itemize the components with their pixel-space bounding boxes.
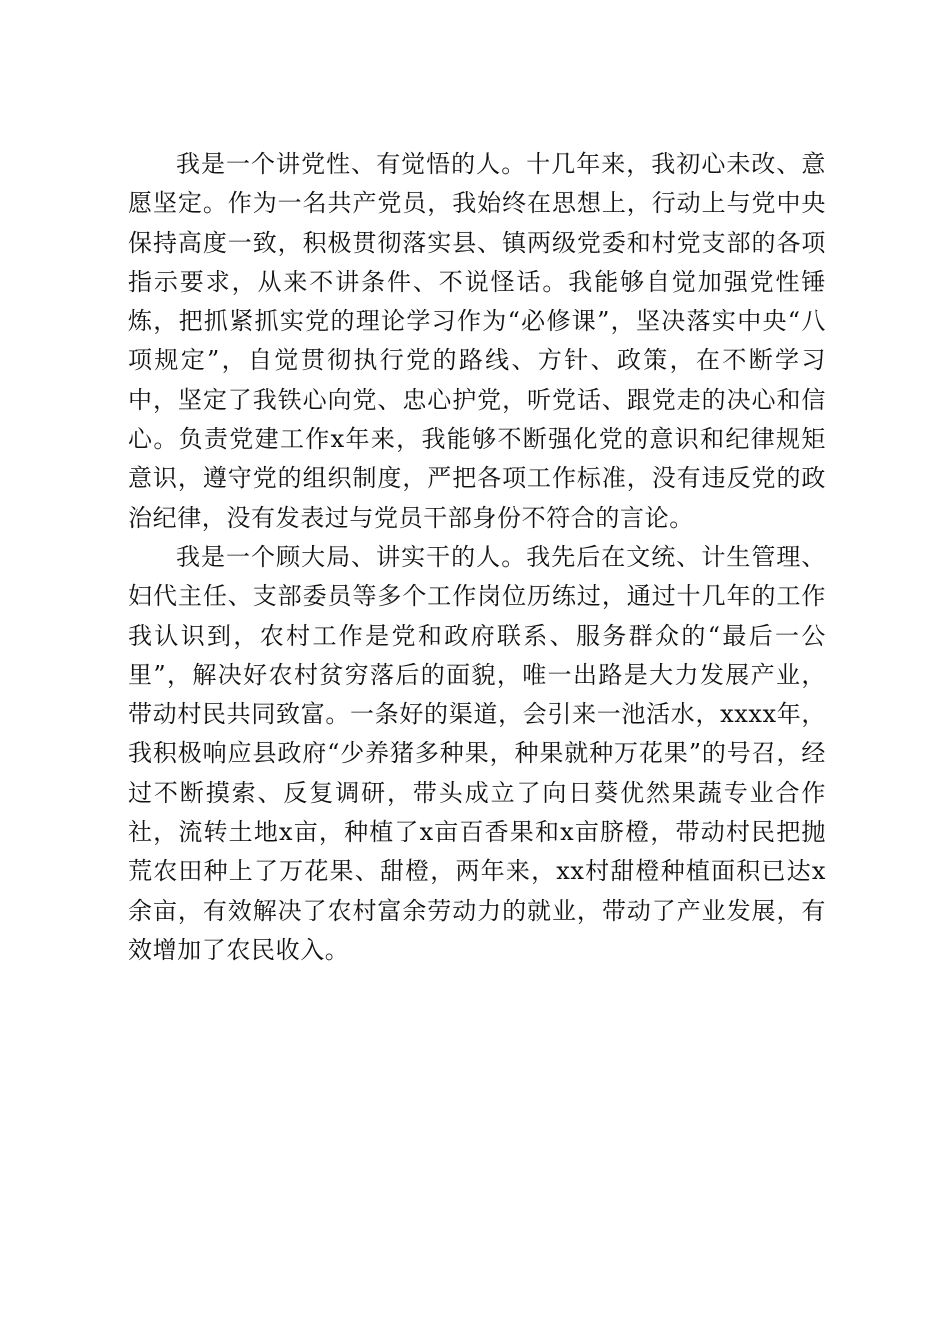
paragraph-practical-work: 我是一个顾大局、讲实干的人。我先后在文统、计生管理、妇代主任、支部委员等多个工作岗位历练过，通过十几年的工作我认识到，农村工作是党和政府联系、服务群众的“最后一公里”，解决好农村贫穷落后的面貌，唯一出路是大力发展产业，带动村民共同致富。一条好的渠道，会引来一池活水，xxxx年，我积极响应县政府“少养猪多种果，种果就种万花果”的号召，经过不断摸索、反复调研，带头成立了向日葵优然果蔬专业合作社，流转土地x亩，种植了x亩百香果和x亩脐橙，带动村民把抛荒农田种上了万花果、甜橙，两年来，xx村甜橙种植面积已达x余亩，有效解决了农村富余劳动力的就业，带动了产业发展，有效增加了农民收入。 <box>128 542 826 964</box>
paragraph-party-spirit: 我是一个讲党性、有觉悟的人。十几年来，我初心未改、意愿坚定。作为一名共产党员，我始终在思想上，行动上与党中央保持高度一致，积极贯彻落实县、镇两级党委和村党支部的各项指示要求，从来不讲条件、不说怪话。我能够自觉加强党性锤炼，把抓紧抓实党的理论学习作为“必修课”，坚决落实中央“八项规定”，自觉贯彻执行党的路线、方针、政策，在不断学习中，坚定了我铁心向党、忠心护党，听党话、跟党走的决心和信心。负责党建工作x年来，我能够不断强化党的意识和纪律规矩意识，遵守党的组织制度，严把各项工作标准，没有违反党的政治纪律，没有发表过与党员干部身份不符合的言论。 <box>128 150 826 532</box>
document-body <box>128 145 826 970</box>
